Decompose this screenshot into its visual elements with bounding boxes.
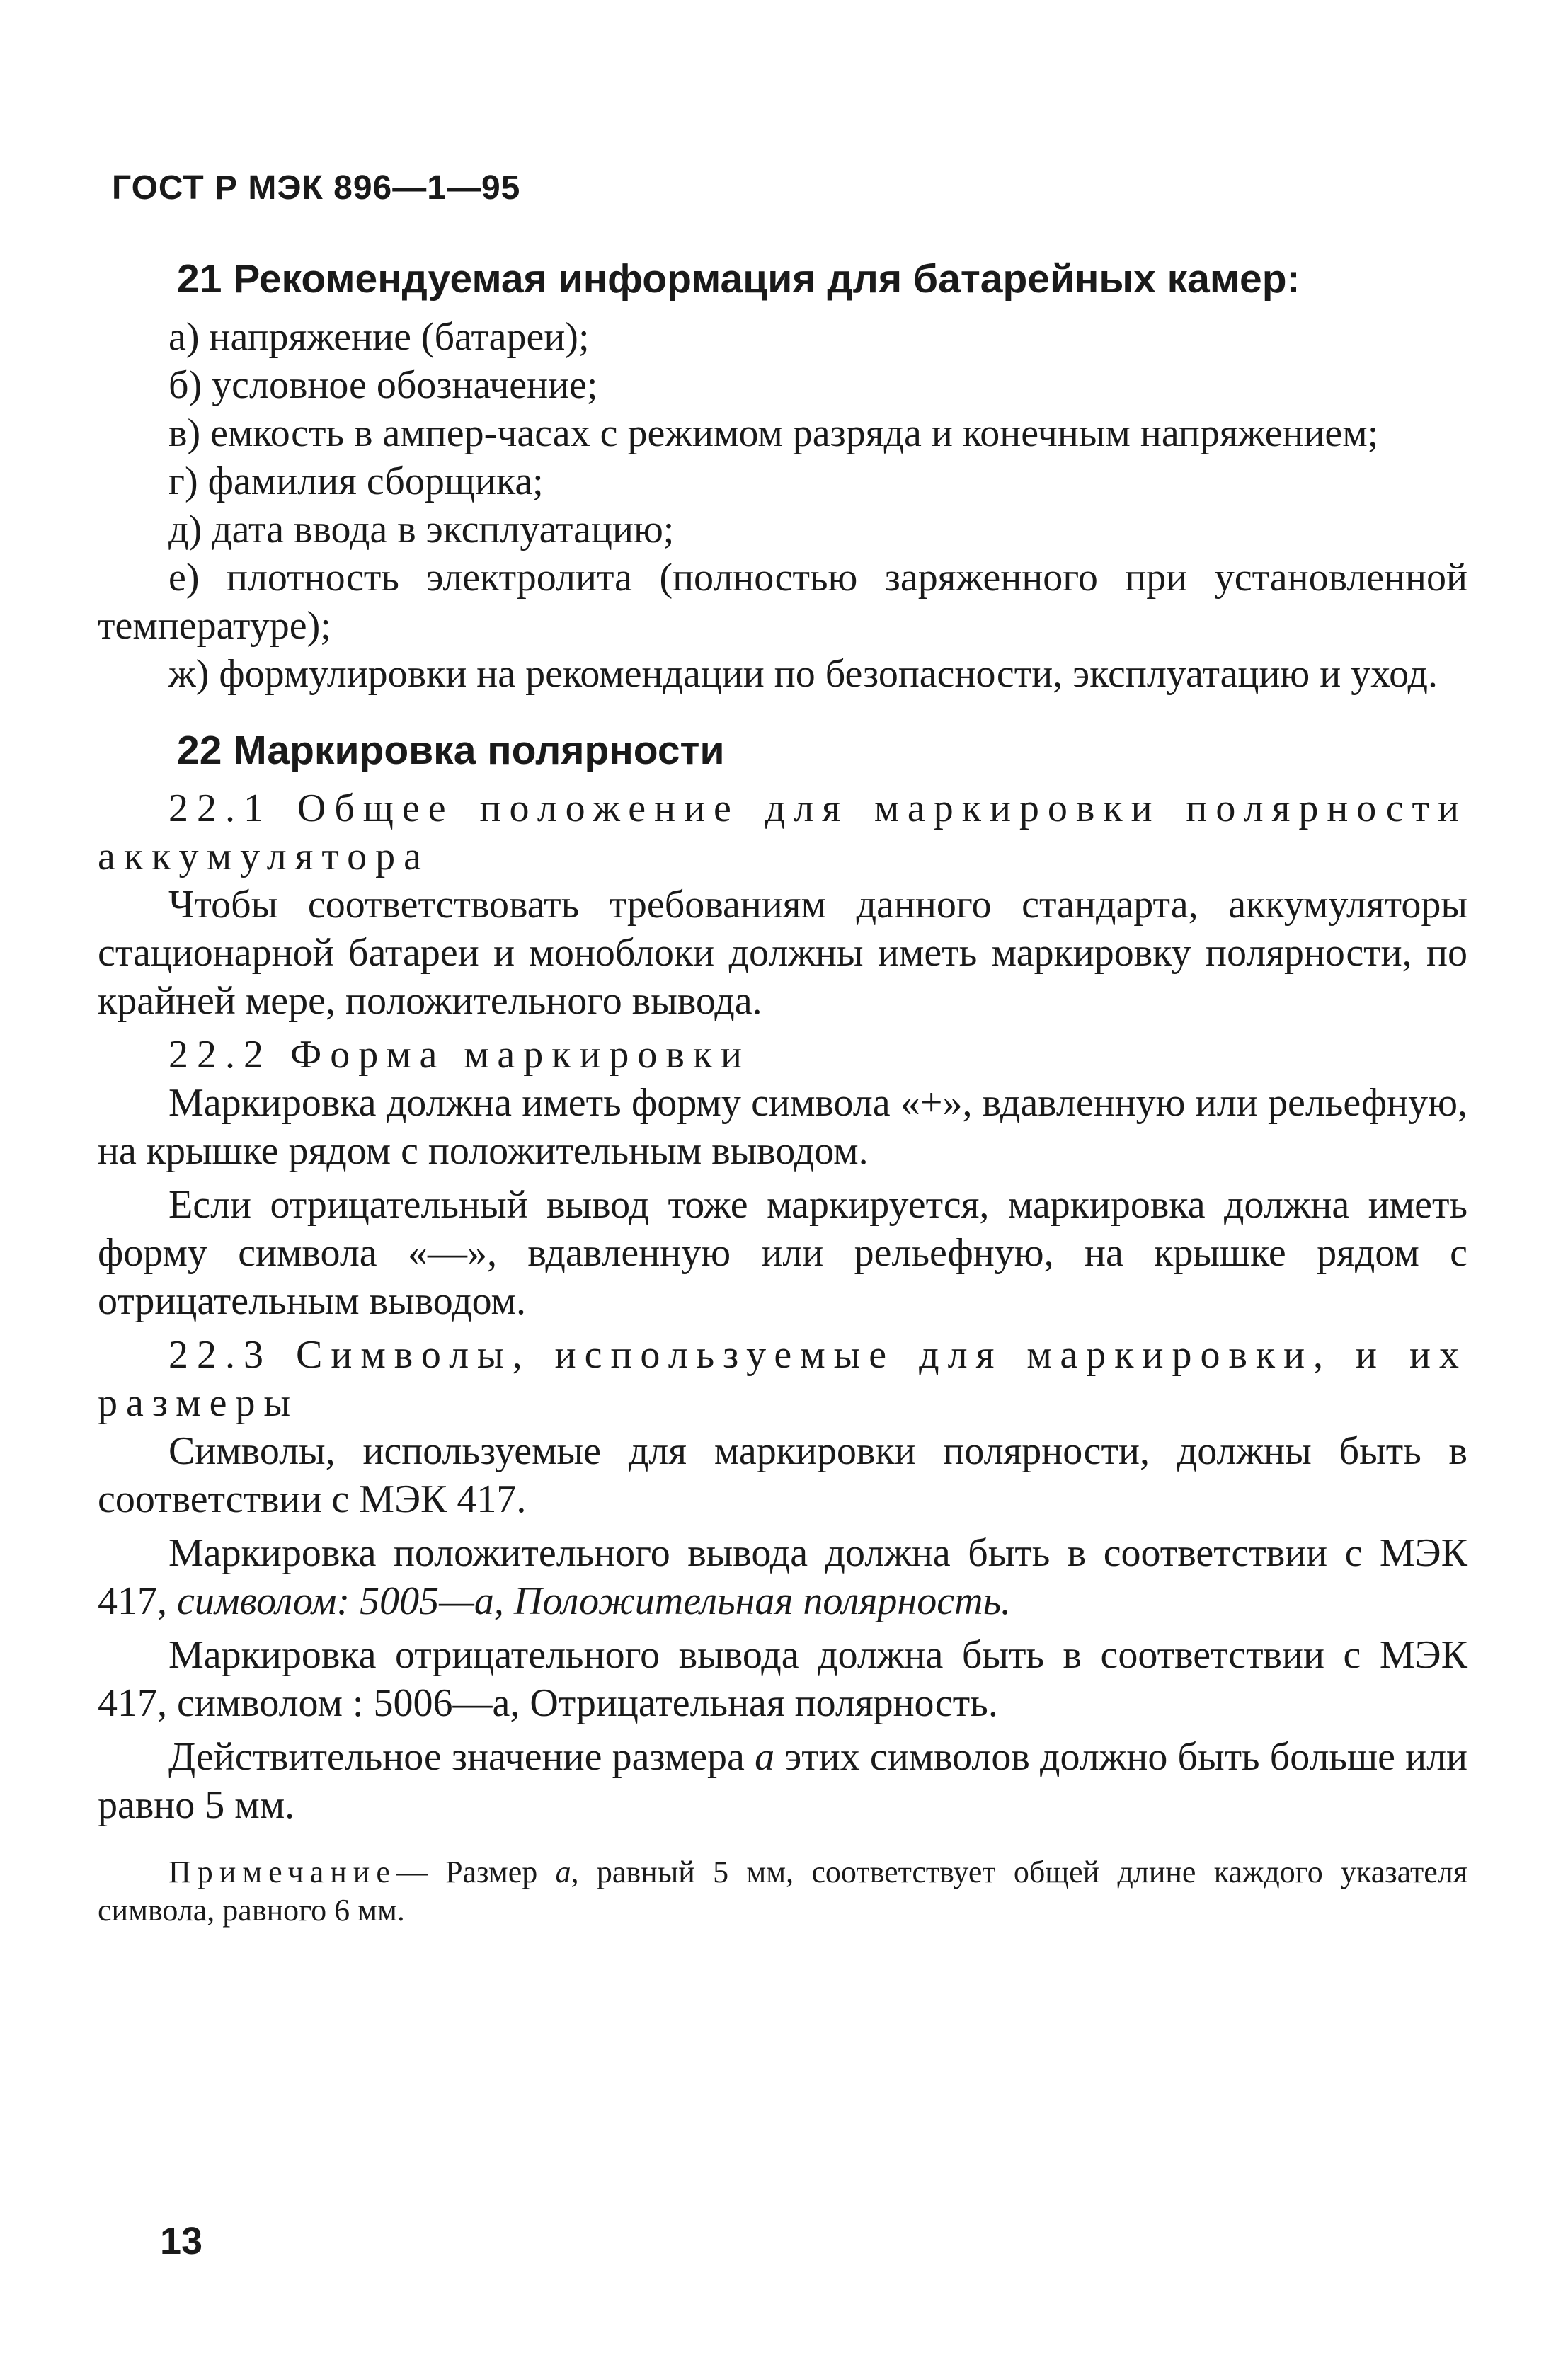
subsection-22-1-title: 22.1 Общее положение для маркировки полярности аккумулятора [98,786,1467,878]
paragraph-text: Маркировка положительного вывода должна быть в соответствии с МЭК 417, [98,1531,1467,1623]
subsection-22-2-title: 22.2 Форма маркировки [168,1033,751,1077]
section-22-heading: 22 Маркировка полярности [177,728,725,773]
list-item: б) условное обозначение; [168,363,598,407]
note [98,1853,1467,1930]
note-text: — Размер [396,1855,556,1889]
note-label: Примечание [168,1855,396,1889]
subsection-22-3-paragraph-3: Маркировка отрицательного вывода должна быть в соответствии с МЭК 417, символом : 5006—а, Отрицательная полярность. [98,1633,1467,1725]
list-item: в) емкость в ампер-часах с режимом разряда и конечным напряжением; [168,411,1379,455]
subsection-22-2-paragraph-1: Маркировка должна иметь форму символа «+», вдавленную или рельефную, на крышке рядом с положительным выводом. [98,1081,1467,1173]
list-item: г) фамилия сборщика; [168,459,544,503]
page-number: 13 [160,2220,203,2262]
subsection-22-1-text: Чтобы соответствовать требованиям данного стандарта, аккумуляторы стационарной батареи и моноблоки должны иметь маркировку полярности, по крайней мере, положительного вывода. [98,883,1467,1023]
paragraph-text: этих символов должно быть больше или равно 5 мм. [98,1735,1467,1827]
italic-symbol-reference: символом: 5005—а, Положительная полярность. [177,1579,1011,1623]
subsection-22-3-paragraph-1: Символы, используемые для маркировки полярности, должны быть в соответствии с МЭК 417. [98,1429,1467,1521]
subsection-22-2-paragraph-2: Если отрицательный вывод тоже маркируется, маркировка должна иметь форму символа «—», вдавленную или рельефную, на крышке рядом с отрицательным выводом. [98,1183,1467,1323]
size-variable: а [555,1855,571,1889]
subsection-22-3-paragraph-4 [98,1733,1467,1829]
list-item: д) дата ввода в эксплуатацию; [168,508,675,551]
section-21-heading: 21 Рекомендуемая информация для батарейных камер: [177,256,1300,302]
list-item: а) напряжение (батареи); [168,315,590,359]
size-variable: а [755,1735,775,1779]
paragraph-text: Действительное значение размера [168,1735,755,1779]
subsection-22-3-title: 22.3 Символы, используемые для маркировки, и их размеры [98,1333,1467,1425]
subsection-22-3-paragraph-2 [98,1529,1467,1625]
list-item: е) плотность электролита (полностью заряженного при установленной температуре); [98,556,1467,648]
list-item: ж) формулировки на рекомендации по безопасности, эксплуатацию и уход. [168,652,1438,696]
page-content [98,255,1467,1930]
document-code-header: ГОСТ Р МЭК 896—1—95 [112,169,521,207]
section-21-list [98,313,1467,698]
note-text: , равный 5 мм, соответствует общей длине каждого указателя символа, равного 6 мм. [98,1855,1467,1928]
